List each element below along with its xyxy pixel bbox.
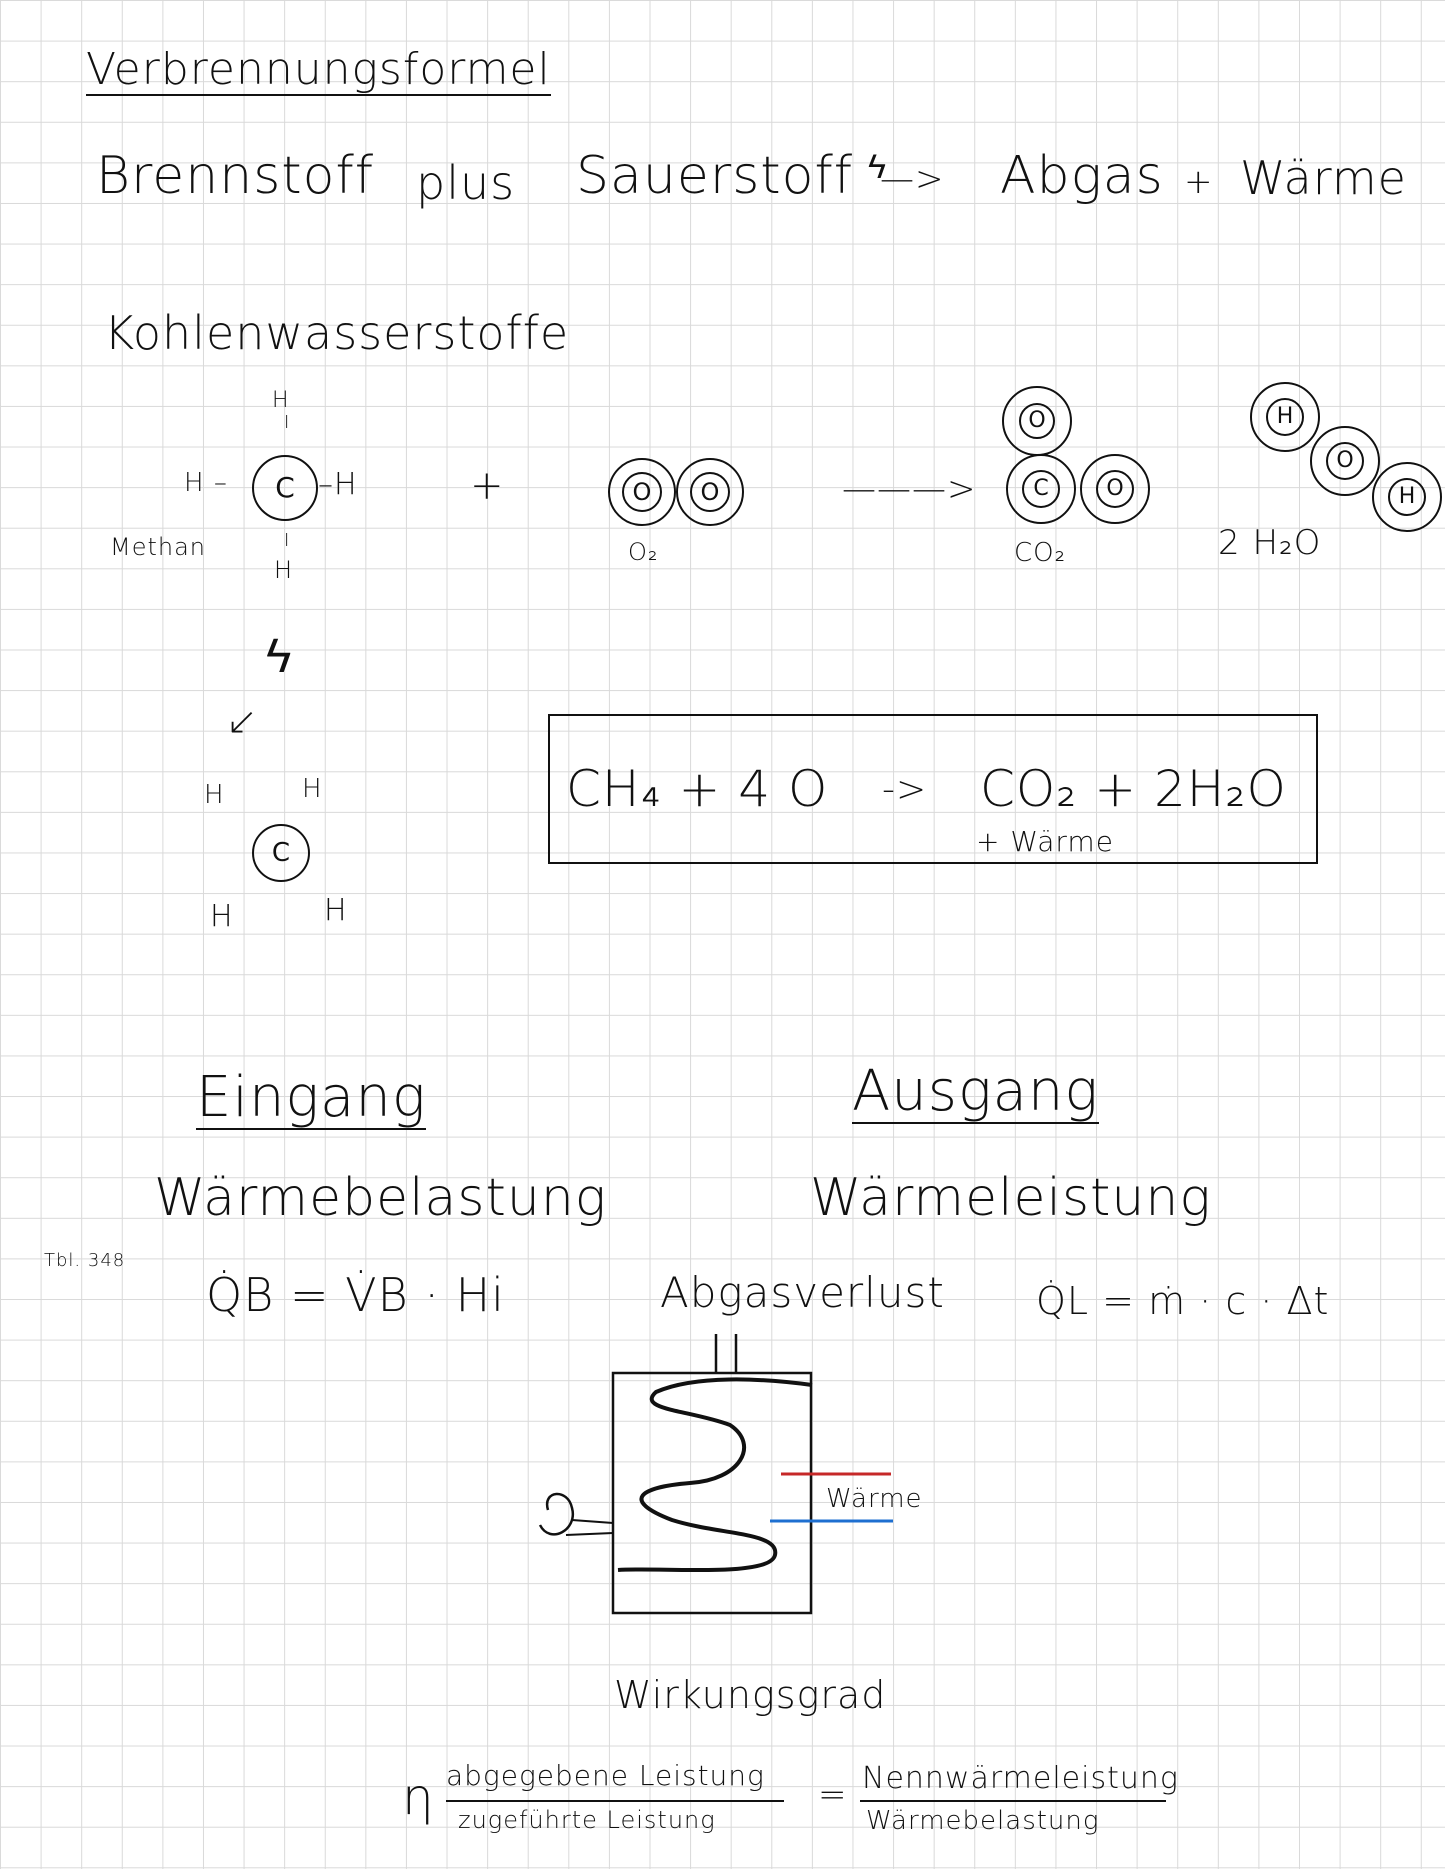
split-carbon: [252, 824, 310, 882]
table-reference: Tbl. 348: [44, 1250, 126, 1271]
efficiency-denominator-2: Wärmebelastung: [866, 1806, 1100, 1836]
fraction-line-2: [860, 1800, 1166, 1802]
o2-atom-2-inner: [690, 472, 730, 512]
methane-carbon-label: C: [275, 471, 295, 504]
co2-oxygen-top-inner: [1019, 403, 1055, 439]
water-label: 2 H₂O: [1218, 523, 1322, 563]
word-fuel: Brennstoff: [96, 146, 375, 206]
output-subtitle: Wärmeleistung: [810, 1168, 1212, 1228]
methane-h-bottom: H: [274, 556, 294, 584]
box-products: CO₂ + 2H₂O: [980, 760, 1287, 818]
co2-carbon-label: C: [1033, 476, 1049, 501]
word-arrow: —>: [880, 159, 945, 199]
output-formula: Q̇L = ṁ · c · Δt: [1036, 1279, 1330, 1323]
spark-icon: ϟ: [868, 147, 887, 187]
boiler-heat-label: Wärme: [826, 1484, 923, 1514]
o2-atom-1-inner: [622, 472, 662, 512]
efficiency-numerator-2: Nennwärmeleistung: [862, 1761, 1179, 1796]
methane-carbon: [252, 455, 318, 521]
o2-atom-2: [676, 458, 744, 526]
word-exhaust: Abgas: [1000, 146, 1164, 206]
efficiency-denominator-1: zugeführte Leistung: [458, 1806, 716, 1834]
water-hydrogen-1: [1250, 382, 1320, 452]
split-carbon-label: C: [271, 838, 291, 868]
co2-oxygen-right-inner: [1096, 470, 1134, 508]
box-arrow: ->: [882, 769, 928, 810]
methane-h-top: H: [272, 388, 290, 413]
split-spark-icon: ϟ: [266, 628, 293, 684]
efficiency-numerator-1: abgegebene Leistung: [446, 1759, 765, 1792]
split-h-tr: H: [302, 774, 323, 804]
subheading: Kohlenwasserstoffe: [104, 306, 570, 360]
word-plus: plus: [416, 156, 516, 210]
box-note: + Wärme: [976, 825, 1114, 858]
co2-oxygen-right-label: O: [1106, 476, 1124, 501]
input-formula: Q̇B = V̇B · Hi: [206, 1268, 505, 1322]
o2-atom-2-label: O: [700, 478, 720, 506]
co2-label: CO₂: [1014, 538, 1067, 568]
water-hydrogen-1-label: H: [1276, 404, 1294, 429]
reaction-arrow: ———>: [842, 469, 977, 509]
methane-h-left: H –: [184, 468, 228, 498]
co2-carbon-inner: [1022, 470, 1060, 508]
water-oxygen-label: O: [1336, 448, 1354, 473]
methane-h-right: –H: [318, 467, 358, 502]
word-plus-2: +: [1184, 162, 1214, 202]
water-hydrogen-2-label: H: [1398, 484, 1416, 509]
input-title: Eingang: [196, 1065, 427, 1130]
water-hydrogen-1-inner: [1266, 398, 1304, 436]
exhaust-loss-label: Abgasverlust: [660, 1268, 945, 1317]
water-oxygen-inner: [1326, 442, 1364, 480]
input-subtitle: Wärmebelastung: [154, 1168, 607, 1228]
output-title: Ausgang: [852, 1059, 1099, 1124]
co2-oxygen-right: [1080, 454, 1150, 524]
efficiency-title: Wirkungsgrad: [614, 1673, 887, 1717]
co2-carbon: [1006, 454, 1076, 524]
word-heat: Wärme: [1240, 151, 1407, 205]
split-arrow-icon: ↙: [226, 699, 259, 743]
o2-atom-1: [608, 458, 676, 526]
o2-atom-1-label: O: [632, 478, 652, 506]
co2-oxygen-top: [1002, 386, 1072, 456]
split-h-br: H: [324, 893, 348, 928]
reaction-plus: +: [470, 463, 505, 509]
methane-bond-top: I: [284, 412, 291, 433]
split-h-tl: H: [204, 780, 225, 810]
water-oxygen: [1310, 426, 1380, 496]
split-h-bl: H: [210, 899, 234, 934]
efficiency-symbol: η: [402, 1768, 435, 1826]
box-reactants: CH₄ + 4 O: [566, 760, 829, 818]
fraction-line-1: [446, 1800, 784, 1802]
methane-label: Methan: [110, 533, 207, 561]
co2-oxygen-top-label: O: [1028, 408, 1046, 433]
o2-label: O₂: [628, 538, 659, 566]
methane-bond-bottom: I: [284, 530, 291, 551]
water-hydrogen-2: [1372, 462, 1442, 532]
word-oxygen: Sauerstoff: [576, 146, 854, 206]
efficiency-equals: =: [818, 1775, 848, 1815]
water-hydrogen-2-inner: [1388, 478, 1426, 516]
page-title: Verbrennungsformel: [86, 44, 551, 95]
